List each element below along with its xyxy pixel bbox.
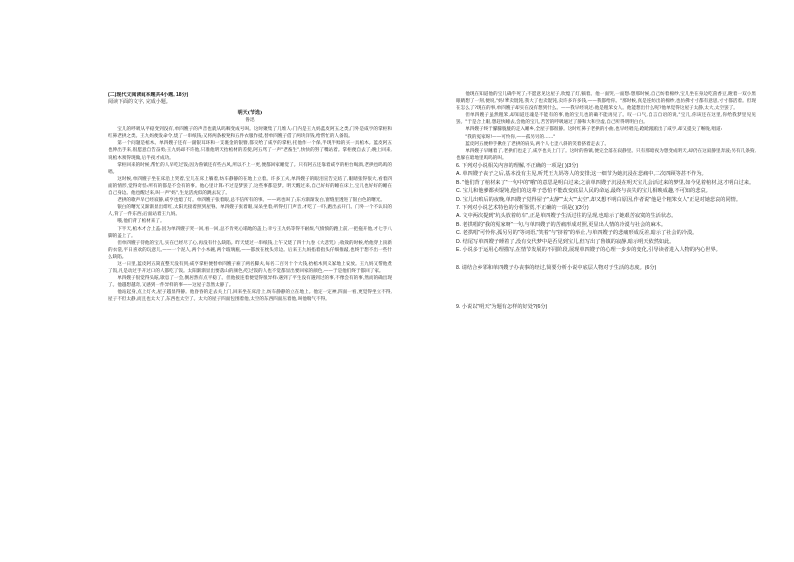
passage-paragraph: 他现在知道他的宝儿确乎死了;不愿意见这屋子,吹熄了灯,躺着。他一面哭,一面想:想那时候,自己纺着棉纱,宝儿坐在身边吃茴香豆,瞪着一双小黑眼睛想了一刻,便说,"妈!爹卖馄饨,我大了也卖馄饨,卖许多许多钱,——我都给你。"那时候,真是连纺出的棉纱,也仿佛寸寸都有意思,寸寸都活着。但现在怎么了?现在的事,单四嫂子却实在没有想到什么。——我早经说过:他是粗笨女人。他能想出什么呢?他单觉得这屋子太静,太大,太空罢了。	[456, 92, 756, 112]
question-7-option-b: B. 老拱唱的"我的冤家呀"一句,与单四嫂子的苦痛形成对照,更显出人情的冷漠与社会的麻木。	[456, 221, 667, 228]
passage-paragraph: 他站起身,点上灯火,屋子越显得静。他昏昏的走去关上门,回来坐在床沿上,纺车静静的立在地上。他定一定神,四面一看,更觉得坐立不得,屋子不但太静,而且也太大了,东西也太空了。太大的屋子四面包围着他,太空的东西四面压着他,叫他喘气不得。	[108, 290, 392, 303]
passage-paragraph: 蓝皮阿五便伸手揪住了老拱的肩头,两个人七歪八斜的笑着挤着走去了。	[465, 141, 610, 147]
right-column	[456, 91, 756, 311]
left-column	[108, 92, 392, 304]
question-7-option-c: C. 老拱唱"可怜你,孤另另的"等词语,"笑着"与"挤着"的举止,与单四嫂子的悲痛形成反差,暗示了社会的冷漠。	[456, 230, 698, 237]
question-7-option-d: D. 结尾写单四嫂子睡着了,没有交代梦中是否见到宝儿,但写出了鲁镇的寂静,暗示明天依然如此。	[456, 238, 675, 245]
question-6-option-b: B. "他们背了棺材来了"一句中的"哦"的意思是明白过来;之前单四嫂子沉浸在明天宝儿会活过来的梦里,如今见着棺材,这才明白过来。	[456, 179, 755, 186]
passage-paragraph: 第一个问题是棺木。单四嫂子还有一副银耳环和一支裹金的银簪,都交给了咸亨的掌柜,托他作一个保,半现半赊的买一具棺木。蓝皮阿五也伸出手来,很愿意自告奋勇;王九妈却不许他,只准他明天抬棺材的差使,阿五骂了一声"老畜生",快快的努了嘴站着。掌柜便自去了;晚上回来,说棺木须得现做,后半夜才成功。	[108, 141, 392, 161]
question-7-stem: 7. 下列对小说艺术特色的分析鉴赏,不正确的一项是( )(3分)	[456, 204, 589, 211]
question-6-stem: 6. 下列对小说相关内容的理解,不正确的一项是( )(3分)	[456, 162, 579, 169]
passage-paragraph: 银白的曙光又渐渐显出绯红,太阳光接着照到屋脊。单四嫂子张着眼,呆呆坐着;听得打门声音,才吃了一吓,跑出去开门。门外一个不认识的人,背了一件东西;后面站着王九妈。	[108, 205, 392, 218]
question-9: 9. 小说以"明天"为题有怎样的好处?(6分)	[456, 303, 548, 310]
passage-paragraph: 掌柜回来的时候,帮忙的人早吃过饭;因为鲁镇还有些古风,所以不上一更,便都回家睡觉了。只有阿五还靠着咸亨的柜台喝酒,老拱也呜呜的唱。	[108, 162, 392, 175]
passage-paragraph: 这一日里,蓝皮阿五简直整天没有到;咸亨掌柜便替单四嫂子雇了两名脚夫,每名二百另十个大钱,抬棺木到义冢地上安放。王九妈又帮他煮了饭,凡是动过手开过口的人都吃了饭。太阳渐渐显出要落山的颜色;吃过饭的人也不觉都显出要回家的颜色,——于是他们终于都回了家。	[108, 261, 392, 275]
question-6-option-a: A. 单四嫂子丧子之后,基本没有主见,听凭王九妈等人的安排;这一细节为她沉浸在悲痛中,二次四顾等甚不作为。	[456, 171, 707, 178]
question-6-option-d: D. 宝儿出殡后的夜晚,单四嫂子觉得屋子"太静""太大""太空",却又想不明白原因,作者说"他是个粗笨女人"正是对她悲哀的同情。	[456, 196, 742, 203]
passage-paragraph: 老拱的歌声早已经寂静,咸亨也熄了灯。单四嫂子张着眼,总不信所有的事。——鸡也叫了;东方渐渐发白,窗缝里透进了银白色的曙光。	[117, 198, 385, 204]
question-7-option-e: E. 小说多于运用心理描写,在情节发展的不同阶段,展现单四嫂子的心理一步步的变化,引导读者进入人物的内心世界。	[456, 247, 721, 253]
passage-paragraph: 哦,他们背了棺材来了。	[117, 219, 165, 225]
passage-paragraph: 下半天,棺木才合上盖:因为单四嫂子哭一回,看一回,总不肯死心塌地的盖上;幸亏王九妈等得不耐烦,气愤愤的跑上前,一把拖开他,才七手八脚的盖上了。	[108, 226, 392, 239]
section-heading: (二)现代文阅读Ⅱ(本题共4小题, 18分)	[108, 92, 189, 98]
passage-paragraph: 单四嫂子很觉得头眩,歇息了一会,倒居然有点平稳了。但他接连着便觉得很异样:遇到了平生没有遇到过的事,不像会有的事,然而的确出现了。他越想越奇,又感到一件异样的事——这屋子忽然太静了。	[108, 276, 392, 289]
question-6-option-c: C. 宝儿和他爹都卖馄饨,他们的这辈子恐怕不能改变底层人民的命运,最终与丧失的宝儿相映成趣,不可知的悲哀。	[456, 188, 711, 195]
passage-paragraph: 但单四嫂子待他的宝儿,实在已经尽了心,再没有什么缺陷。昨天烧过一串纸钱,上午又烧了四十九卷《大悲咒》;收敛的时候,给他穿上顶新的衣裳,平日喜欢的玩意儿,——一个泥人,两个小木碗,两个玻璃瓶,——都放在枕头旁边。后来王九妈掐着指头仔细推敲,也终于想不出一些什么缺陷。	[108, 240, 392, 260]
passage-paragraph: 单四嫂子早睡着了,老拱们也走了,咸亨也关上门了。这时的鲁镇,便完全落在寂静里。只有那暗夜为想变成明天,却仍在这寂静里奔波;另有几条狗,也躲在暗地里呜呜的叫。	[456, 148, 756, 161]
question-8: 8. 请结合乡邻和单四嫂子办丧事的经过,简要分析小说中底层人物对于生活的态度。(6分)	[456, 265, 657, 272]
passage-paragraph: 但单四嫂子虽然粗笨,却知道还魂是不能有的事,他的宝儿也的确不能再见了。叹一口气,自言自语的说,"宝儿,你该还在这里,你给我梦里见见罢。"于是合上眼,想赶快睡去,会他的宝儿,苦苦的呼吸通过了静和大和空虚,自己听得明明白白。	[456, 113, 756, 126]
passage-paragraph: 单四嫂子终于朦朦胧胧的走入睡乡,全屋子都很静。这时红鼻子老拱的小曲,也早经唱完;跄跄踉踉出了咸亨,却又提尖了喉咙,唱道:	[465, 127, 723, 133]
reading-instruction: 阅读下面的文字, 完成小题。	[108, 99, 171, 105]
passage-paragraph: 宝儿的呼吸从平稳变到没有,单四嫂子的声音也就从呜咽变成号叫。这时聚集了几堆人:门内是王九妈蓝皮阿五之类,门外是咸亨的掌柜和红鼻老拱之类。王九妈便发命令,烧了一串纸钱;又将两条板凳和五件衣服作抵,替单四嫂子借了两块洋钱,给帮忙的人备饭。	[108, 127, 392, 140]
passage-title: 明天(节选)	[237, 110, 263, 116]
passage-song-line: "我的冤家呀!——可怜你,——孤另另的……"	[465, 134, 556, 140]
passage-author: 鲁迅	[245, 118, 255, 124]
passage-paragraph: 这时候,单四嫂子坐在床沿上哭着,宝儿在床上躺着,纺车静静的在地上立着。许多工夫,单四嫂子的眼泪宣告完结了,眼睛张得很大,看着四面的情形,觉得奇怪:所有的都是不会有的事。他心里计算:不过是梦罢了,这些事都是梦。明天醒过来,自己好好的睡在床上,宝儿也好好的睡在自己身边。他也醒过来,叫一声"妈",生龙活虎似的跳去玩了。	[108, 176, 392, 197]
question-7-option-a: A. 文中两次提到"坑头放着纺车",正是单四嫂子生活过往的呈现,也暗示了她艰苦寂寞的生活状态。	[456, 213, 677, 220]
